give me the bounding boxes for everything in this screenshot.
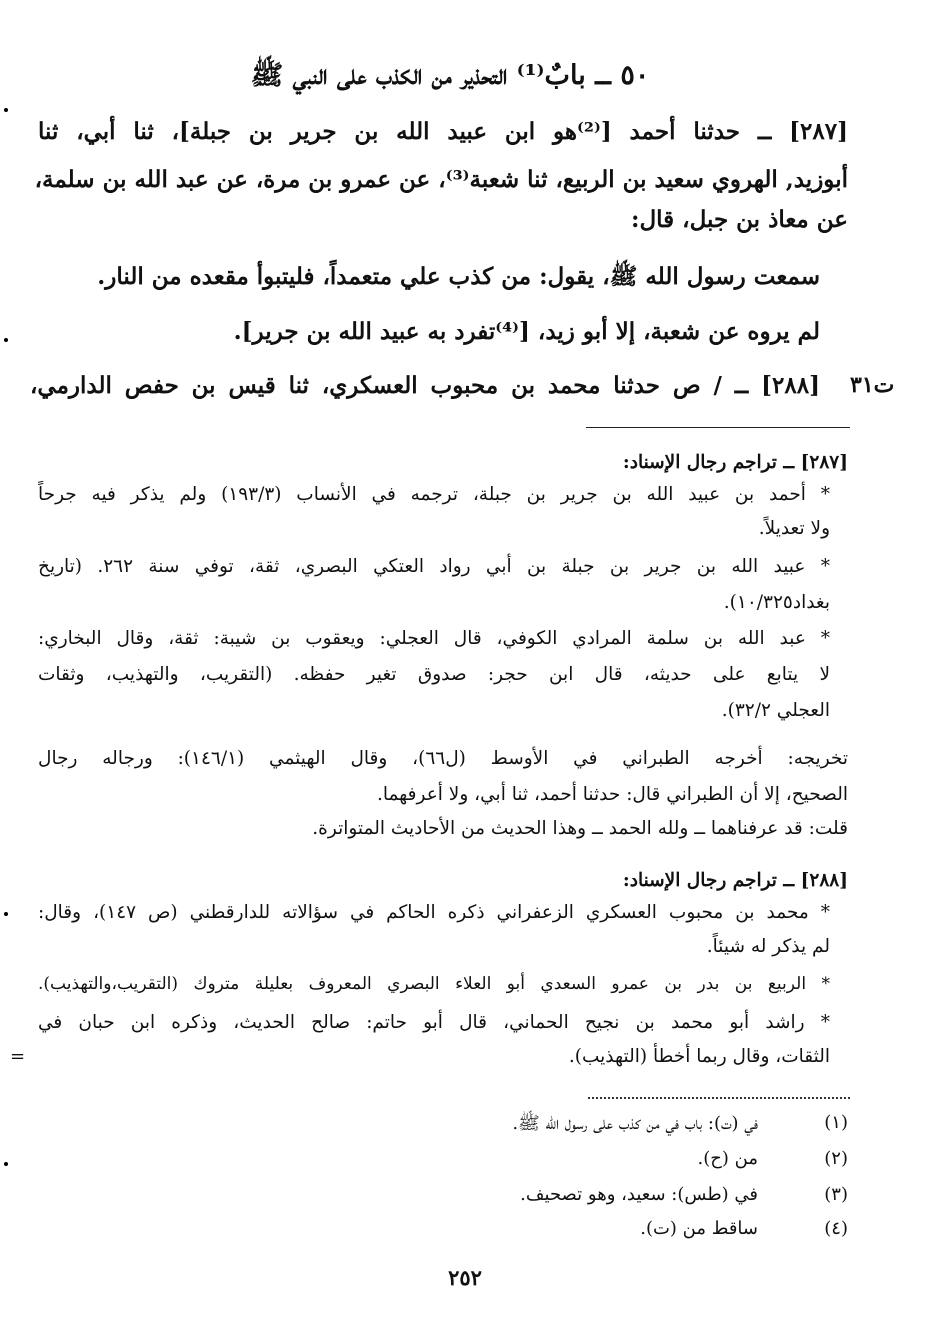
- hadith-287-line-2: أبوزيد, الهروي سعيد بن الربيع، ثنا شعبة⁽³⁾، عن عمرو بن مرة، عن عبد الله بن سلمة،: [34, 166, 848, 193]
- chapter-title: ٥٠ ــ بابٌ⁽¹⁾ التحذير من الكذب على النبي ﷺ: [250, 60, 650, 91]
- footnote-text: من (ح).: [697, 1148, 758, 1169]
- takhrij-line-1: تخريجه: أخرجه الطبراني في الأوسط (ل٦٦)، وقال الهيثمي (١٤٦/١): ورجاله رجال: [38, 748, 848, 769]
- footnote-2: [58, 1148, 848, 1174]
- scan-mark: [4, 1162, 8, 1166]
- notes-287-line-1: * أحمد بن عبيد الله بن جرير بن جبلة، ترجمه في الأنساب (١٩٣/٣) ولم يذكر فيه جرحاً: [38, 484, 831, 505]
- scan-mark: [4, 108, 8, 112]
- notes-287-heading: [٢٨٧] ــ تراجم رجال الإسناد:: [622, 452, 848, 473]
- notes-divider: [586, 427, 850, 428]
- notes-287-line-7: العجلي ٣٢/٢).: [721, 700, 830, 721]
- notes-287-line-5: * عبد الله بن سلمة المرادي الكوفي، قال العجلي: ويعقوب بن شيبة: ثقة، وقال البخاري:: [38, 628, 830, 649]
- hadith-287-line-3: عن معاذ بن جبل، قال:: [630, 206, 848, 233]
- footnote-1: [58, 1112, 848, 1138]
- footnote-text: ساقط من (ت).: [640, 1218, 758, 1239]
- footnotes-divider: [588, 1097, 850, 1099]
- page-number: ٢٥٢: [448, 1265, 482, 1290]
- footnote-number: (٣): [824, 1184, 848, 1205]
- notes-287-line-2: ولا تعديلاً.: [758, 518, 830, 539]
- scan-mark: =: [10, 1046, 26, 1067]
- footnote-text: في (طس): سعيد، وهو تصحيف.: [520, 1184, 758, 1205]
- scan-mark: [4, 912, 8, 916]
- notes-288-line-3: * الربيع بن بدر بن عمرو السعدي أبو العلاء البصري المعروف بعليلة متروك (التقريب،والتهذيب).: [38, 974, 830, 994]
- scan-mark: [4, 338, 8, 342]
- hadith-287-text: سمعت رسول الله ﷺ، يقول: من كذب علي متعمداً، فليتبوأ مقعده من النار.: [97, 263, 820, 290]
- takhrij-line-2: الصحيح، إلا أن الطبراني قال: حدثنا أحمد، ثنا أبي، ولا أعرفهما.: [376, 784, 848, 805]
- footnote-3: [58, 1184, 848, 1210]
- footnote-text: في (ت): باب في من كذب على رسول الله ﷺ.: [512, 1113, 758, 1134]
- footnote-number: (١): [824, 1112, 848, 1133]
- notes-287-line-6: لا يتابع على حديثه، قال ابن حجر: صدوق تغير حفظه. (التقريب، والتهذيب، وثقات: [38, 664, 830, 685]
- notes-288-line-1: * محمد بن محبوب العسكري الزعفراني ذكره الحاكم في سؤالاته للدارقطني (ص ١٤٧)، وقال:: [38, 902, 830, 923]
- notes-288-heading: [٢٨٨] ــ تراجم رجال الإسناد:: [622, 870, 848, 891]
- notes-287-line-3: * عبيد الله بن جرير بن جبلة بن أبي رواد العتكي البصري، ثقة، توفي سنة ٢٦٢. (تاريخ: [38, 556, 830, 577]
- hadith-288-line: [٢٨٨] ــ / ص حدثنا محمد بن محبوب العسكري، ثنا قيس بن حفص الدارمي،: [30, 372, 820, 399]
- notes-288-line-4: * راشد أبو محمد بن نجيح الحماني، قال أبو حاتم: صالح الحديث، وذكره ابن حبان في: [38, 1012, 830, 1033]
- hadith-287-remark: لم يروه عن شعبة، إلا أبو زيد، [⁽⁴⁾تفرد به عبيد الله بن جرير].: [233, 318, 820, 345]
- manuscript-page-mark: ت٣١: [850, 372, 895, 398]
- notes-288-line-2: لم يذكر له شيئاً.: [706, 936, 830, 957]
- notes-287-line-4: بغداد١٠/٣٢٥).: [723, 592, 830, 613]
- hadith-287-line-1: [٢٨٧] ــ حدثنا أحمد [⁽²⁾هو ابن عبيد الله بن جرير بن جبلة]، ثنا أبي، ثنا: [38, 118, 848, 145]
- notes-288-line-5: الثقات، وقال ربما أخطأ (التهذيب).: [568, 1046, 830, 1067]
- takhrij-line-3: قلت: قد عرفناهما ــ ولله الحمد ــ وهذا الحديث من الأحاديث المتواترة.: [312, 818, 848, 839]
- footnote-number: (٢): [824, 1148, 848, 1169]
- footnote-number: (٤): [824, 1218, 848, 1239]
- footnote-4: [58, 1218, 848, 1244]
